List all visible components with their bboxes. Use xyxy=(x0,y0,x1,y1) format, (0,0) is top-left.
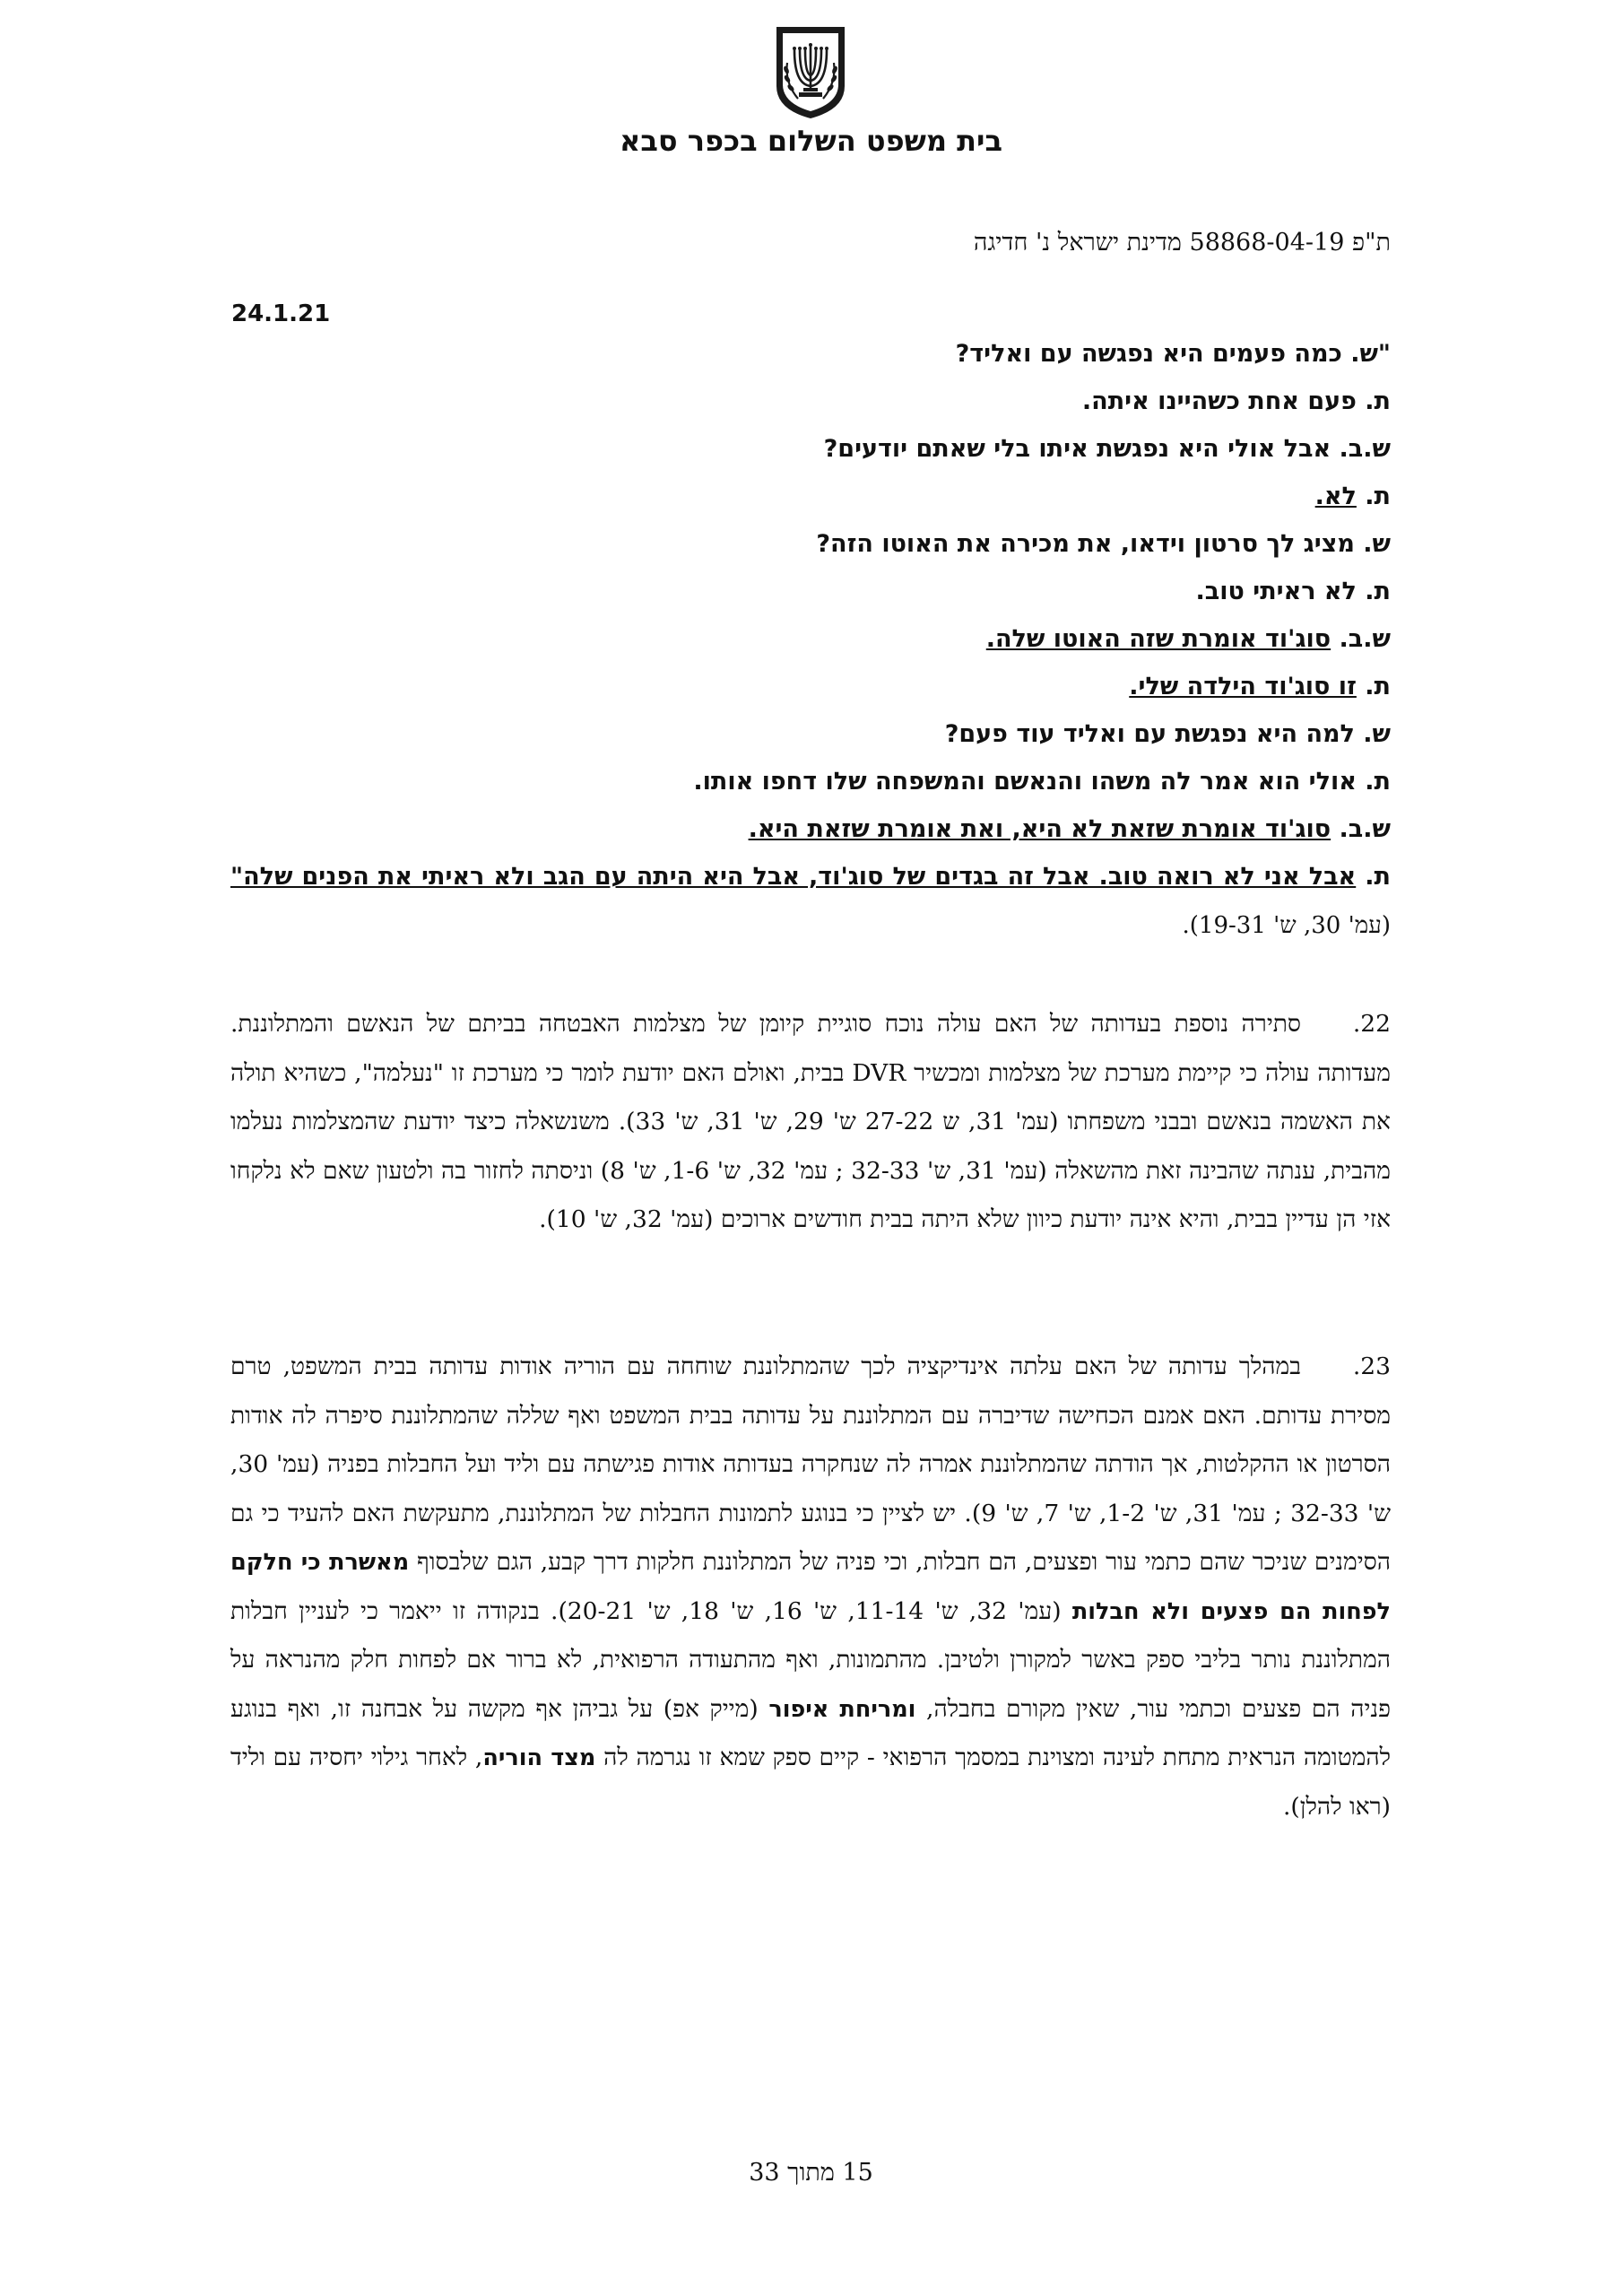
case-caption: ת"פ 58868-04-19 מדינת ישראל נ' חדיגה xyxy=(973,229,1391,257)
testimony-line xyxy=(230,853,1391,950)
paragraph-23 xyxy=(230,1343,1391,1831)
page-number: 15 מתוך 33 xyxy=(749,2159,873,2187)
paragraph-number: 22. xyxy=(1352,1010,1391,1038)
paragraph-text: , לאחר גילוי יחסיה עם וליד (ראו להלן). xyxy=(230,1744,1391,1821)
paragraph-text: סתירה נוספת בעדותה של האם עולה נוכח סוגיית קיומן של מצלמות האבטחה בביתם של הנאשם והמתלוננת. מעדותה עולה כי קיימת מערכת של מצלמות ומכשיר DVR בבית, ואולם האם יודעת לומר כי מערכת זו "נעלמה", כשהיא תולה את האשמה בנאשם ובבני משפחתו (עמ' 31, ש 27-22 ש' 29, ש' 31, ש' 33). משנשאלה כיצד יודעת שהמצלמות נעלמו מהבית, ענתה שהבינה זאת מהשאלה (עמ' 31, ש' 32-33 ; עמ' 32, ש' 1-6, ש' 8) וניסתה לחזור בה ולטעון שאם לא נלקחו אזי הן עדיין בבית, והיא אינה יודעת כיוון שלא היתה בבית חודשים ארוכים (עמ' 32, ש' 10). xyxy=(230,1010,1392,1233)
testimony-line: "ש. כמה פעמים היא נפגשה עם ואליד? xyxy=(955,340,1391,368)
testimony-line: ש. מציג לך סרטון וידאו, את מכירה את האוטו הזה? xyxy=(816,530,1391,558)
underlined-answer: לא. xyxy=(1314,483,1357,510)
testimony-quote xyxy=(230,330,1391,950)
line-prefix: ש.ב. xyxy=(1331,815,1391,843)
underlined-text: סוג'וד אומרת שזה האוטו שלה. xyxy=(985,625,1331,653)
paragraph-22 xyxy=(230,1000,1391,1245)
line-prefix: ת. xyxy=(1356,483,1391,510)
bold-phrase: ומריחת איפור xyxy=(768,1695,916,1723)
testimony-line: ת. אולי הוא אמר לה משהו והנאשם והמשפחה שלו דחפו אותו. xyxy=(693,768,1391,796)
hearing-date: 24.1.21 xyxy=(231,300,331,327)
bold-phrase: מצד הוריה xyxy=(482,1744,596,1771)
paragraph-text: (מייק אפ) על גביהן אף מקשה על אבחנה זו, ואף בנוגע להמטומה הנראית מתחת לעינה ומצוינת במסמך הרפואי - קיים ספק שמא זו נגרמה לה xyxy=(230,1694,1391,1771)
underlined-text: סוג'וד אומרת שזאת לא היא, ואת אומרת שזאת היא. xyxy=(748,815,1331,843)
testimony-line: ת. פעם אחת כשהיינו איתה. xyxy=(1081,387,1391,415)
line-prefix: ש.ב. xyxy=(1331,625,1391,653)
testimony-line xyxy=(230,663,1391,710)
bold-phrase: מאשרת כי חלקם לפחות הם פצעים ולא חבלות xyxy=(230,1549,1391,1625)
state-emblem-menorah-icon xyxy=(771,23,850,120)
transcript-reference: (עמ' 30, ש' 19-31). xyxy=(1182,912,1391,939)
testimony-line xyxy=(230,805,1391,853)
testimony-line xyxy=(230,615,1391,663)
paragraph-text: במהלך עדותה של האם עלתה אינדיקציה לכך שהמתלוננת שוחחה עם הוריה אודות עדותה בבית המשפט, טרם מסירת עדותם. האם אמנם הכחישה שדיברה עם המתלוננת על עדותה בבית המשפט ואף שללה שהמתלוננת סיפרה לה אודות הסרטון או ההקלטות, אך הודתה שהמתלוננת אמרה לה שנחקרה בעדותה אודות פגישתה עם וליד ועל החבלות בפניה (עמ' 30, ש' 32-33 ; עמ' 31, ש' 1-2, ש' 7, ש' 9). יש לציין כי בנוגע לתמונות החבלות של המתלוננת, מתעקשת האם להעיד כי גם הסימנים שניכר שהם כתמי עור ופצעים, הם חבלות, וכי פניה של המתלוננת חלקות דרך קבע, הגם שלבסוף xyxy=(230,1352,1391,1576)
testimony-line: ש. למה היא נפגשת עם ואליד עוד פעם? xyxy=(944,720,1391,748)
line-prefix: ת. xyxy=(1356,863,1391,891)
testimony-line: ש.ב. אבל אולי היא נפגשת איתו בלי שאתם יודעים? xyxy=(823,435,1391,463)
underlined-text: אבל אני לא רואה טוב. אבל זה בגדים של סוג'וד, אבל היא היתה עם הגב ולא ראיתי את הפנים שלה" xyxy=(230,863,1357,891)
testimony-line xyxy=(230,473,1391,520)
paragraph-number: 23. xyxy=(1352,1352,1391,1380)
court-name: בית משפט השלום בכפר סבא xyxy=(620,124,1002,158)
testimony-line: ת. לא ראיתי טוב. xyxy=(1195,578,1391,605)
paragraph-text: (עמ' 32, ש' 11-14, ש' 16, ש' 18, ש' 20-21). בנקודה זו ייאמר כי לעניין חבלות המתלוננת נותר בליבי ספק באשר למקורן ולטיבן. מהתמונות, ואף מהתעודה הרפואית, לא ברור אם לפחות חלק מהנראה על פניה הם פצעים וכתמי עור, שאין מקורם בחבלה, xyxy=(230,1596,1391,1723)
underlined-text: זו סוג'וד הילדה שלי. xyxy=(1129,673,1357,700)
line-prefix: ת. xyxy=(1356,673,1391,700)
